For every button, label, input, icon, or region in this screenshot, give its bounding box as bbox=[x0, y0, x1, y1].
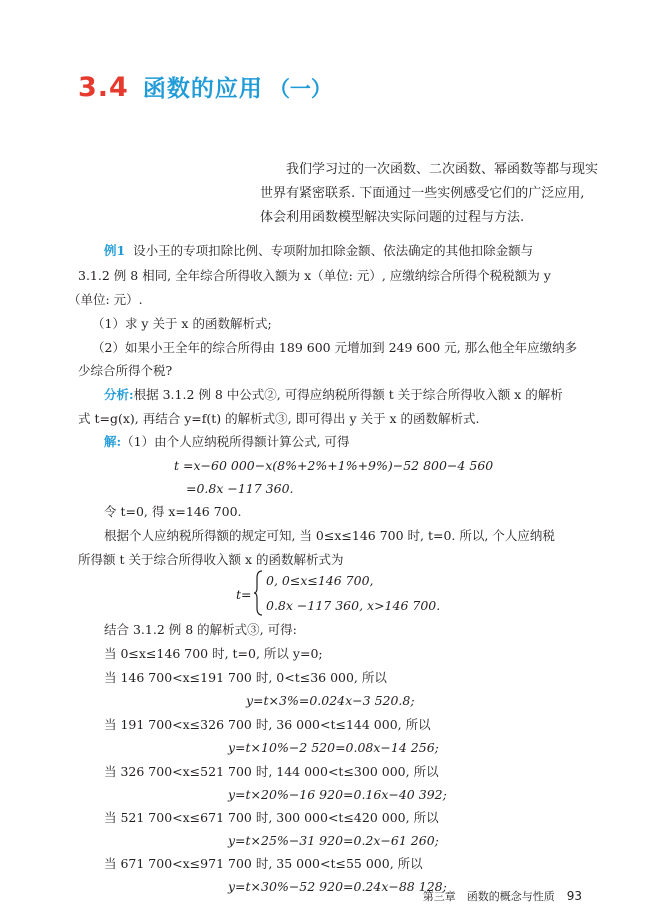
intro-line: 体会利用函数模型解决实际问题的过程与方法. bbox=[260, 210, 525, 225]
solution-text: （1）由个人应纳税所得额计算公式, 可得 bbox=[121, 434, 350, 449]
example-question-2: （2）如果小王全年的综合所得由 189 600 元增加到 249 600 元, 那么他全年应缴纳多 bbox=[92, 340, 578, 355]
example-text: 设小王的专项扣除比例、专项附加扣除金额、依法确定的其他扣除金额与 bbox=[133, 243, 534, 258]
case-formula: y=t×3%=0.024x−3 520.8; bbox=[246, 693, 415, 708]
formula-line: =0.8x −117 360. bbox=[186, 481, 294, 496]
analysis-text: 根据 3.1.2 例 8 中公式②, 可得应纳税所得额 t 关于综合所得收入额 x 的解析 bbox=[133, 387, 563, 402]
analysis-line: 式 t=g(x), 再结合 y=f(t) 的解析式③, 即可得出 y 关于 x 的函数解析式. bbox=[78, 411, 480, 426]
page-footer bbox=[423, 888, 582, 904]
example-line bbox=[104, 241, 533, 261]
piecewise-lhs: t= bbox=[236, 587, 252, 602]
solution-line bbox=[104, 432, 350, 452]
piecewise-case-2: 0.8x −117 360, x>146 700. bbox=[266, 598, 441, 613]
solution-label: 解: bbox=[104, 434, 122, 449]
case-formula: y=t×30%−52 920=0.24x−88 128; bbox=[228, 879, 447, 894]
section-subtitle: （一） bbox=[268, 77, 332, 101]
case-line: 当 146 700<x≤191 700 时, 0<t≤36 000, 所以 bbox=[104, 670, 387, 685]
piecewise-case-1: 0, 0≤x≤146 700, bbox=[266, 573, 374, 588]
page-number: 93 bbox=[566, 889, 582, 903]
case-formula: y=t×25%−31 920=0.2x−61 260; bbox=[228, 833, 439, 848]
case-line: 当 671 700<x≤971 700 时, 35 000<t≤55 000, 所以 bbox=[104, 856, 423, 871]
intro-line: 世界有紧密联系. 下面通过一些实例感受它们的广泛应用, bbox=[260, 186, 585, 201]
case-line: 当 0≤x≤146 700 时, t=0, 所以 y=0; bbox=[104, 646, 323, 661]
solution-line: 根据个人应纳税所得额的规定可知, 当 0≤x≤146 700 时, t=0. 所以, 个人应纳税 bbox=[104, 528, 555, 543]
formula-line: t =x−60 000−x(8%+2%+1%+9%)−52 800−4 560 bbox=[174, 458, 494, 473]
case-formula: y=t×20%−16 920=0.16x−40 392; bbox=[228, 787, 447, 802]
example-line: 少综合所得个税? bbox=[78, 363, 173, 378]
analysis-label: 分析: bbox=[104, 387, 134, 402]
section-heading bbox=[78, 70, 332, 103]
solution-line: 结合 3.1.2 例 8 的解析式③, 可得: bbox=[104, 622, 297, 637]
example-line: 3.1.2 例 8 相同, 全年综合所得收入额为 x（单位: 元）, 应缴纳综合所得个税税额为 y bbox=[78, 268, 551, 283]
case-formula: y=t×10%−2 520=0.08x−14 256; bbox=[228, 740, 439, 755]
solution-line: 所得额 t 关于综合所得收入额 x 的函数解析式为 bbox=[78, 552, 344, 567]
case-line: 当 521 700<x≤671 700 时, 300 000<t≤420 000, 所以 bbox=[104, 810, 439, 825]
intro-line: 我们学习过的一次函数、二次函数、幂函数等都与现实 bbox=[286, 162, 599, 177]
example-question-1: （1）求 y 关于 x 的函数解析式; bbox=[92, 316, 272, 331]
solution-line: 令 t=0, 得 x=146 700. bbox=[104, 504, 242, 519]
section-title: 函数的应用 bbox=[142, 76, 263, 102]
example-label: 例1 bbox=[104, 243, 126, 258]
chapter-title: 第三章 函数的概念与性质 bbox=[422, 890, 555, 903]
case-line: 当 191 700<x≤326 700 时, 36 000<t≤144 000, 所以 bbox=[104, 717, 431, 732]
intro-paragraph bbox=[260, 158, 599, 230]
piecewise-brace bbox=[254, 570, 264, 616]
case-line: 当 326 700<x≤521 700 时, 144 000<t≤300 000, 所以 bbox=[104, 764, 439, 779]
section-number: 3.4 bbox=[78, 72, 129, 103]
analysis-line bbox=[104, 385, 563, 405]
example-line: （单位: 元）. bbox=[68, 292, 143, 307]
